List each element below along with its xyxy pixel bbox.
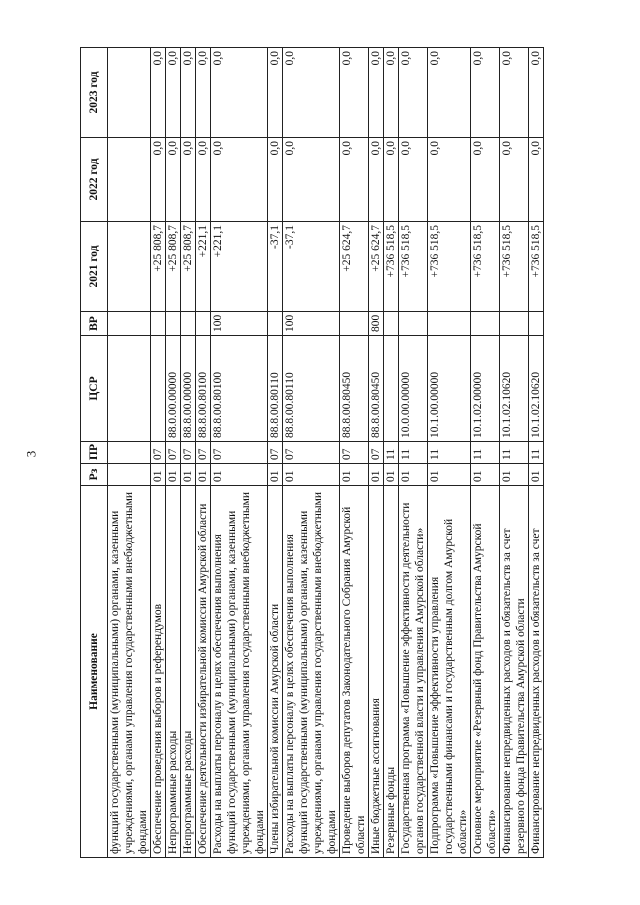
page-number: 3: [23, 450, 39, 458]
cell-2022: [108, 138, 151, 222]
cell-pr: 07: [211, 442, 268, 464]
cell-pr: 07: [196, 442, 211, 464]
cell-2022: 0,0: [151, 138, 166, 222]
cell-csr: 10.1.02.10620: [500, 336, 529, 442]
cell-2022: 0,0: [369, 138, 384, 222]
table-row: [529, 48, 544, 858]
cell-csr: 88.8.00.80110: [283, 336, 340, 442]
cell-2023: 0,0: [151, 48, 166, 138]
table-row: [211, 48, 268, 858]
cell-pr: 11: [399, 442, 428, 464]
cell-vr: [196, 312, 211, 336]
cell-csr: [151, 336, 166, 442]
table-row: [268, 48, 283, 858]
cell-name: Расходы на выплаты персоналу в целях обеспечения выполнения функций государственными (муниципальными) органами, казенными учреждениями, органами управления государственными внебюджетными фондами: [211, 486, 268, 858]
cell-2022: 0,0: [399, 138, 428, 222]
cell-vr: [500, 312, 529, 336]
header-name: Наименование: [81, 486, 108, 858]
cell-name: Резервные фонды: [384, 486, 399, 858]
cell-name: Непрограммные расходы: [166, 486, 181, 858]
cell-2022: 0,0: [471, 138, 500, 222]
table-row: [166, 48, 181, 858]
cell-csr: 88.8.00.80450: [340, 336, 369, 442]
cell-2021: +221,1: [196, 222, 211, 312]
table-row: [500, 48, 529, 858]
cell-vr: [268, 312, 283, 336]
table-row: [181, 48, 196, 858]
cell-2021: +736 518,5: [384, 222, 399, 312]
cell-2021: +736 518,5: [428, 222, 471, 312]
cell-pr: 07: [283, 442, 340, 464]
cell-2023: 0,0: [428, 48, 471, 138]
cell-rz: [108, 464, 151, 486]
cell-2023: 0,0: [340, 48, 369, 138]
cell-2021: +25 624,7: [340, 222, 369, 312]
table-row: [428, 48, 471, 858]
table-row: [369, 48, 384, 858]
cell-pr: 11: [428, 442, 471, 464]
cell-vr: [384, 312, 399, 336]
cell-2021: +736 518,5: [471, 222, 500, 312]
table-row: [151, 48, 166, 858]
cell-name: Иные бюджетные ассигнования: [369, 486, 384, 858]
cell-2021: +221,1: [211, 222, 268, 312]
cell-rz: 01: [151, 464, 166, 486]
cell-pr: 11: [471, 442, 500, 464]
cell-vr: [399, 312, 428, 336]
cell-2022: 0,0: [529, 138, 544, 222]
cell-2023: 0,0: [196, 48, 211, 138]
cell-name: Подпрограмма «Повышение эффективности управления государственными финансами и государственным долгом Амурской области»: [428, 486, 471, 858]
cell-rz: 01: [268, 464, 283, 486]
cell-2023: 0,0: [283, 48, 340, 138]
cell-csr: 88.8.00.80110: [268, 336, 283, 442]
table-row: [471, 48, 500, 858]
cell-rz: 01: [181, 464, 196, 486]
cell-2022: 0,0: [428, 138, 471, 222]
cell-name: Расходы на выплаты персоналу в целях обеспечения выполнения функций государственными (муниципальными) органами, казенными учреждениями, органами управления государственными внебюджетными фондами: [283, 486, 340, 858]
cell-csr: [384, 336, 399, 442]
cell-name: Обеспечение деятельности избирательной комиссии Амурской области: [196, 486, 211, 858]
cell-vr: [166, 312, 181, 336]
cell-2023: 0,0: [181, 48, 196, 138]
cell-2022: 0,0: [196, 138, 211, 222]
cell-vr: [108, 312, 151, 336]
table-row: [108, 48, 151, 858]
cell-vr: 100: [283, 312, 340, 336]
budget-table: [80, 47, 544, 858]
cell-rz: 01: [369, 464, 384, 486]
header-vr: ВР: [81, 312, 108, 336]
table-body: [108, 48, 544, 858]
cell-rz: 01: [196, 464, 211, 486]
cell-csr: 10.1.02.10620: [529, 336, 544, 442]
cell-vr: 100: [211, 312, 268, 336]
cell-2021: +25 808,7: [166, 222, 181, 312]
cell-rz: 01: [166, 464, 181, 486]
cell-2023: 0,0: [500, 48, 529, 138]
header-2022: 2022 год: [81, 138, 108, 222]
cell-rz: 01: [500, 464, 529, 486]
cell-2022: 0,0: [500, 138, 529, 222]
cell-2021: +25 624,7: [369, 222, 384, 312]
header-2021: 2021 год: [81, 222, 108, 312]
cell-name: Финансирование непредвиденных расходов и обязательств за счет резервного фонда Правительства Амурской области: [500, 486, 529, 858]
cell-2023: 0,0: [384, 48, 399, 138]
cell-pr: [108, 442, 151, 464]
cell-csr: 88.0.00.00000: [166, 336, 181, 442]
cell-2022: 0,0: [268, 138, 283, 222]
cell-2022: 0,0: [181, 138, 196, 222]
table-row: [384, 48, 399, 858]
cell-2023: 0,0: [166, 48, 181, 138]
cell-2023: 0,0: [211, 48, 268, 138]
rotated-table-container: [80, 48, 598, 858]
table-row: [340, 48, 369, 858]
cell-2023: 0,0: [529, 48, 544, 138]
cell-csr: [108, 336, 151, 442]
header-csr: ЦСР: [81, 336, 108, 442]
cell-name: функций государственными (муниципальными) органами, казенными учреждениями, органами управления государственными внебюджетными фондами: [108, 486, 151, 858]
cell-csr: 88.8.00.00000: [181, 336, 196, 442]
cell-csr: 88.8.00.80100: [211, 336, 268, 442]
cell-2021: +736 518,5: [500, 222, 529, 312]
cell-2023: 0,0: [399, 48, 428, 138]
cell-2021: +736 518,5: [399, 222, 428, 312]
cell-pr: 07: [151, 442, 166, 464]
cell-name: Члены избирательной комиссии Амурской области: [268, 486, 283, 858]
cell-vr: [529, 312, 544, 336]
cell-csr: 88.8.00.80100: [196, 336, 211, 442]
cell-csr: 10.1.00.00000: [428, 336, 471, 442]
cell-pr: 07: [369, 442, 384, 464]
cell-2022: 0,0: [166, 138, 181, 222]
cell-2021: -37,1: [268, 222, 283, 312]
cell-2022: 0,0: [283, 138, 340, 222]
cell-2022: 0,0: [340, 138, 369, 222]
table-row: [196, 48, 211, 858]
cell-name: Основное мероприятие «Резервный фонд Правительства Амурской области»: [471, 486, 500, 858]
cell-2021: -37,1: [283, 222, 340, 312]
cell-2022: 0,0: [384, 138, 399, 222]
cell-rz: 01: [211, 464, 268, 486]
cell-2023: 0,0: [471, 48, 500, 138]
cell-pr: 07: [166, 442, 181, 464]
cell-pr: 11: [500, 442, 529, 464]
cell-pr: 07: [181, 442, 196, 464]
cell-rz: 01: [471, 464, 500, 486]
cell-csr: 10.1.02.00000: [471, 336, 500, 442]
cell-2023: 0,0: [369, 48, 384, 138]
cell-2021: +736 518,5: [529, 222, 544, 312]
cell-2022: 0,0: [211, 138, 268, 222]
cell-vr: [151, 312, 166, 336]
cell-rz: 01: [399, 464, 428, 486]
table-row: [399, 48, 428, 858]
cell-vr: [471, 312, 500, 336]
cell-name: Непрограммные расходы: [181, 486, 196, 858]
header-pr: ПР: [81, 442, 108, 464]
cell-rz: 01: [384, 464, 399, 486]
header-2023: 2023 год: [81, 48, 108, 138]
cell-rz: 01: [529, 464, 544, 486]
cell-pr: 11: [529, 442, 544, 464]
cell-name: Финансирование непредвиденных расходов и обязательств за счет: [529, 486, 544, 858]
cell-pr: 07: [340, 442, 369, 464]
table-row: [283, 48, 340, 858]
cell-rz: 01: [283, 464, 340, 486]
cell-2023: [108, 48, 151, 138]
cell-rz: 01: [428, 464, 471, 486]
cell-2023: 0,0: [268, 48, 283, 138]
table-header-row: [81, 48, 108, 858]
cell-name: Проведение выборов депутатов Законодательного Собрания Амурской области: [340, 486, 369, 858]
cell-vr: 800: [369, 312, 384, 336]
cell-2021: +25 808,7: [151, 222, 166, 312]
cell-csr: 88.8.00.80450: [369, 336, 384, 442]
cell-pr: 11: [384, 442, 399, 464]
cell-2021: [108, 222, 151, 312]
cell-vr: [428, 312, 471, 336]
cell-pr: 07: [268, 442, 283, 464]
cell-rz: 01: [340, 464, 369, 486]
cell-2021: +25 808,7: [181, 222, 196, 312]
cell-name: Государственная программа «Повышение эффективности деятельности органов государственной власти и управления Амурской области»: [399, 486, 428, 858]
cell-vr: [340, 312, 369, 336]
cell-vr: [181, 312, 196, 336]
header-rz: Рз: [81, 464, 108, 486]
cell-name: Обеспечение проведения выборов и референдумов: [151, 486, 166, 858]
cell-csr: 10.0.00.00000: [399, 336, 428, 442]
